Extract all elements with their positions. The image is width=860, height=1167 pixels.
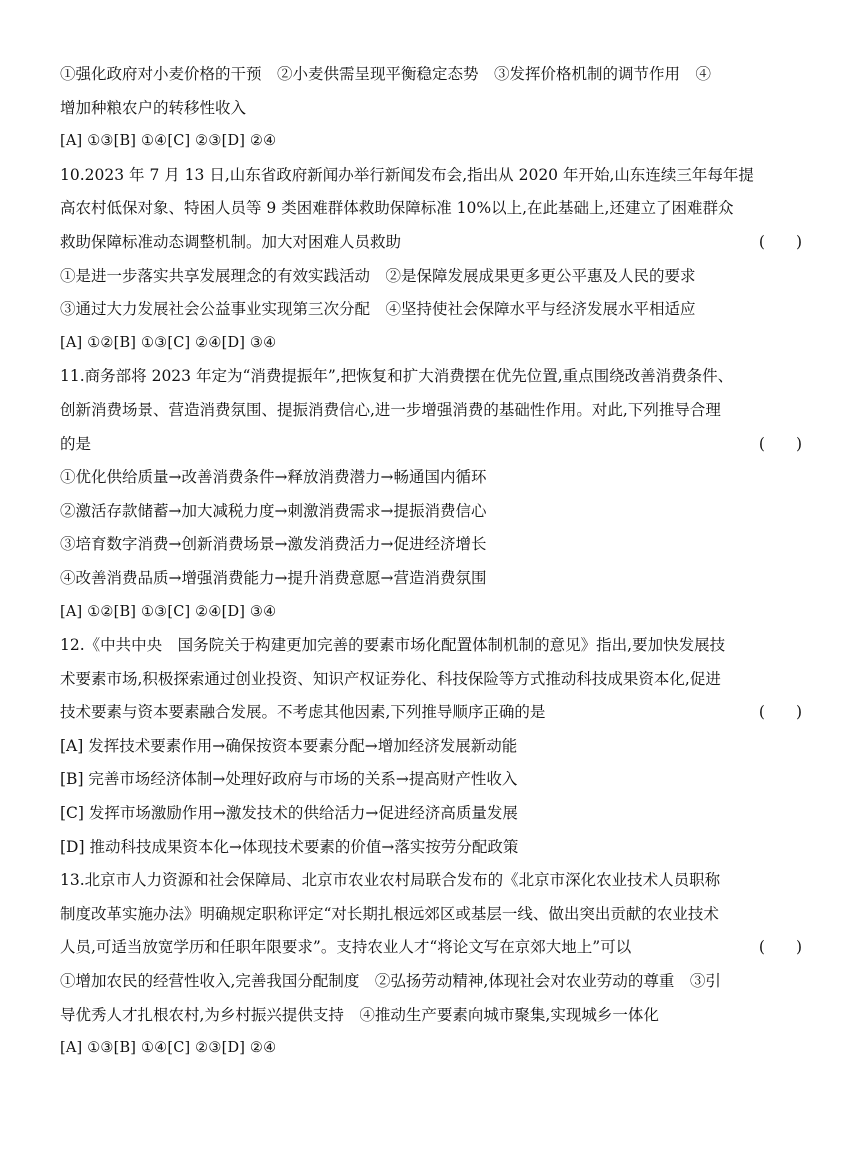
- q12-stem-line-3: [60, 696, 802, 730]
- question-9: [60, 58, 802, 159]
- q9-answer-choices: [A] ①③[B] ①④[C] ②③[D] ②④: [60, 133, 277, 150]
- q12-option-b: [B] 完善市场经济体制→处理好政府与市场的关系→提高财产性收入: [60, 770, 518, 789]
- question-10: [60, 159, 802, 361]
- q11-stem-line-2: 创新消费场景、营造消费氛围、提振消费信心,进一步增强消费的基础性作用。对此,下列推导合理: [60, 400, 721, 419]
- q12-stem-text: 技术要素与资本要素融合发展。不考虑其他因素,下列推导顺序正确的是: [60, 703, 546, 722]
- q13-stem-line-1: 13.北京市人力资源和社会保障局、北京市农业农村局联合发布的《北京市深化农业技术人员职称: [60, 871, 721, 890]
- q10-stem-line-2: 高农村低保对象、特困人员等 9 类困难群体救助保障标准 10%以上,在此基础上,还建立了困难群众: [60, 199, 734, 218]
- q13-stem-text: 人员,可适当放宽学历和任职年限要求”。支持农业人才“将论文写在京郊大地上”可以: [60, 938, 632, 957]
- q11-stem-line-1: 11.商务部将 2023 年定为“消费提振年”,把恢复和扩大消费摆在优先位置,重点围绕改善消费条件、: [60, 367, 734, 386]
- q10-stem-line-1: 10.2023 年 7 月 13 日,山东省政府新闻办举行新闻发布会,指出从 2020 年开始,山东连续三年每年提: [60, 165, 754, 184]
- q11-option-line-1: ①优化供给质量→改善消费条件→释放消费潜力→畅通国内循环: [60, 468, 487, 487]
- q13-stem-line-2: 制度改革实施办法》明确规定职称评定“对长期扎根远郊区或基层一线、做出突出贡献的农业技术: [60, 904, 719, 923]
- q10-answer-choices: [A] ①②[B] ①③[C] ②④[D] ③④: [60, 334, 277, 351]
- q11-stem-line-3: [60, 428, 802, 462]
- q10-option-line-2: ③通过大力发展社会公益事业实现第三次分配 ④坚持使社会保障水平与经济发展水平相适应: [60, 300, 696, 319]
- q12-stem-line-2: 术要素市场,积极探索通过创业投资、知识产权证券化、科技保险等方式推动科技成果资本化,促进: [60, 669, 721, 688]
- q12-option-d: [D] 推动科技成果资本化→体现技术要素的价值→落实按劳分配政策: [60, 837, 519, 856]
- q10-stem-line-3: [60, 226, 802, 260]
- q11-option-line-3: ③培育数字消费→创新消费场景→激发消费活力→促进经济增长: [60, 535, 487, 554]
- q11-option-line-2: ②激活存款储蓄→加大减税力度→刺激消费需求→提振消费信心: [60, 501, 487, 520]
- q11-option-line-4: ④改善消费品质→增强消费能力→提升消费意愿→营造消费氛围: [60, 568, 487, 587]
- q13-answer-choices: [A] ①③[B] ①④[C] ②③[D] ②④: [60, 1040, 277, 1057]
- q11-answer-choices: [A] ①②[B] ①③[C] ②④[D] ③④: [60, 603, 277, 620]
- q11-stem-text: 的是: [60, 434, 92, 453]
- q9-option-line-1: ①强化政府对小麦价格的干预 ②小麦供需呈现平衡稳定态势 ③发挥价格机制的调节作用 ④: [60, 65, 712, 83]
- q12-option-a: [A] 发挥技术要素作用→确保按资本要素分配→增加经济发展新动能: [60, 736, 518, 755]
- question-12: [60, 629, 802, 864]
- q9-option-line-2: 增加种粮农户的转移性收入: [60, 98, 247, 117]
- q10-stem-text: 救助保障标准动态调整机制。加大对困难人员救助: [60, 232, 402, 251]
- exam-page: [60, 58, 802, 1066]
- q10-option-line-1: ①是进一步落实共享发展理念的有效实践活动 ②是保障发展成果更多更公平惠及人民的要求: [60, 266, 696, 285]
- q13-option-line-1: ①增加农民的经营性收入,完善我国分配制度 ②弘扬劳动精神,体现社会对农业劳动的尊重 ③引: [60, 972, 721, 991]
- q13-option-line-2: 导优秀人才扎根农村,为乡村振兴提供支持 ④推动生产要素向城市聚集,实现城乡一体化: [60, 1005, 659, 1024]
- q12-answer-blank: ( ): [758, 703, 802, 722]
- q12-stem-line-1: 12.《中共中央 国务院关于构建更加完善的要素市场化配置体制机制的意见》指出,要加快发展技: [60, 636, 726, 655]
- q13-answer-blank: ( ): [758, 938, 802, 957]
- q13-stem-line-3: [60, 931, 802, 965]
- question-11: [60, 360, 802, 629]
- question-13: [60, 864, 802, 1066]
- q11-answer-blank: ( ): [758, 434, 802, 453]
- q12-option-c: [C] 发挥市场激励作用→激发技术的供给活力→促进经济高质量发展: [60, 804, 518, 823]
- q10-answer-blank: ( ): [758, 232, 802, 251]
